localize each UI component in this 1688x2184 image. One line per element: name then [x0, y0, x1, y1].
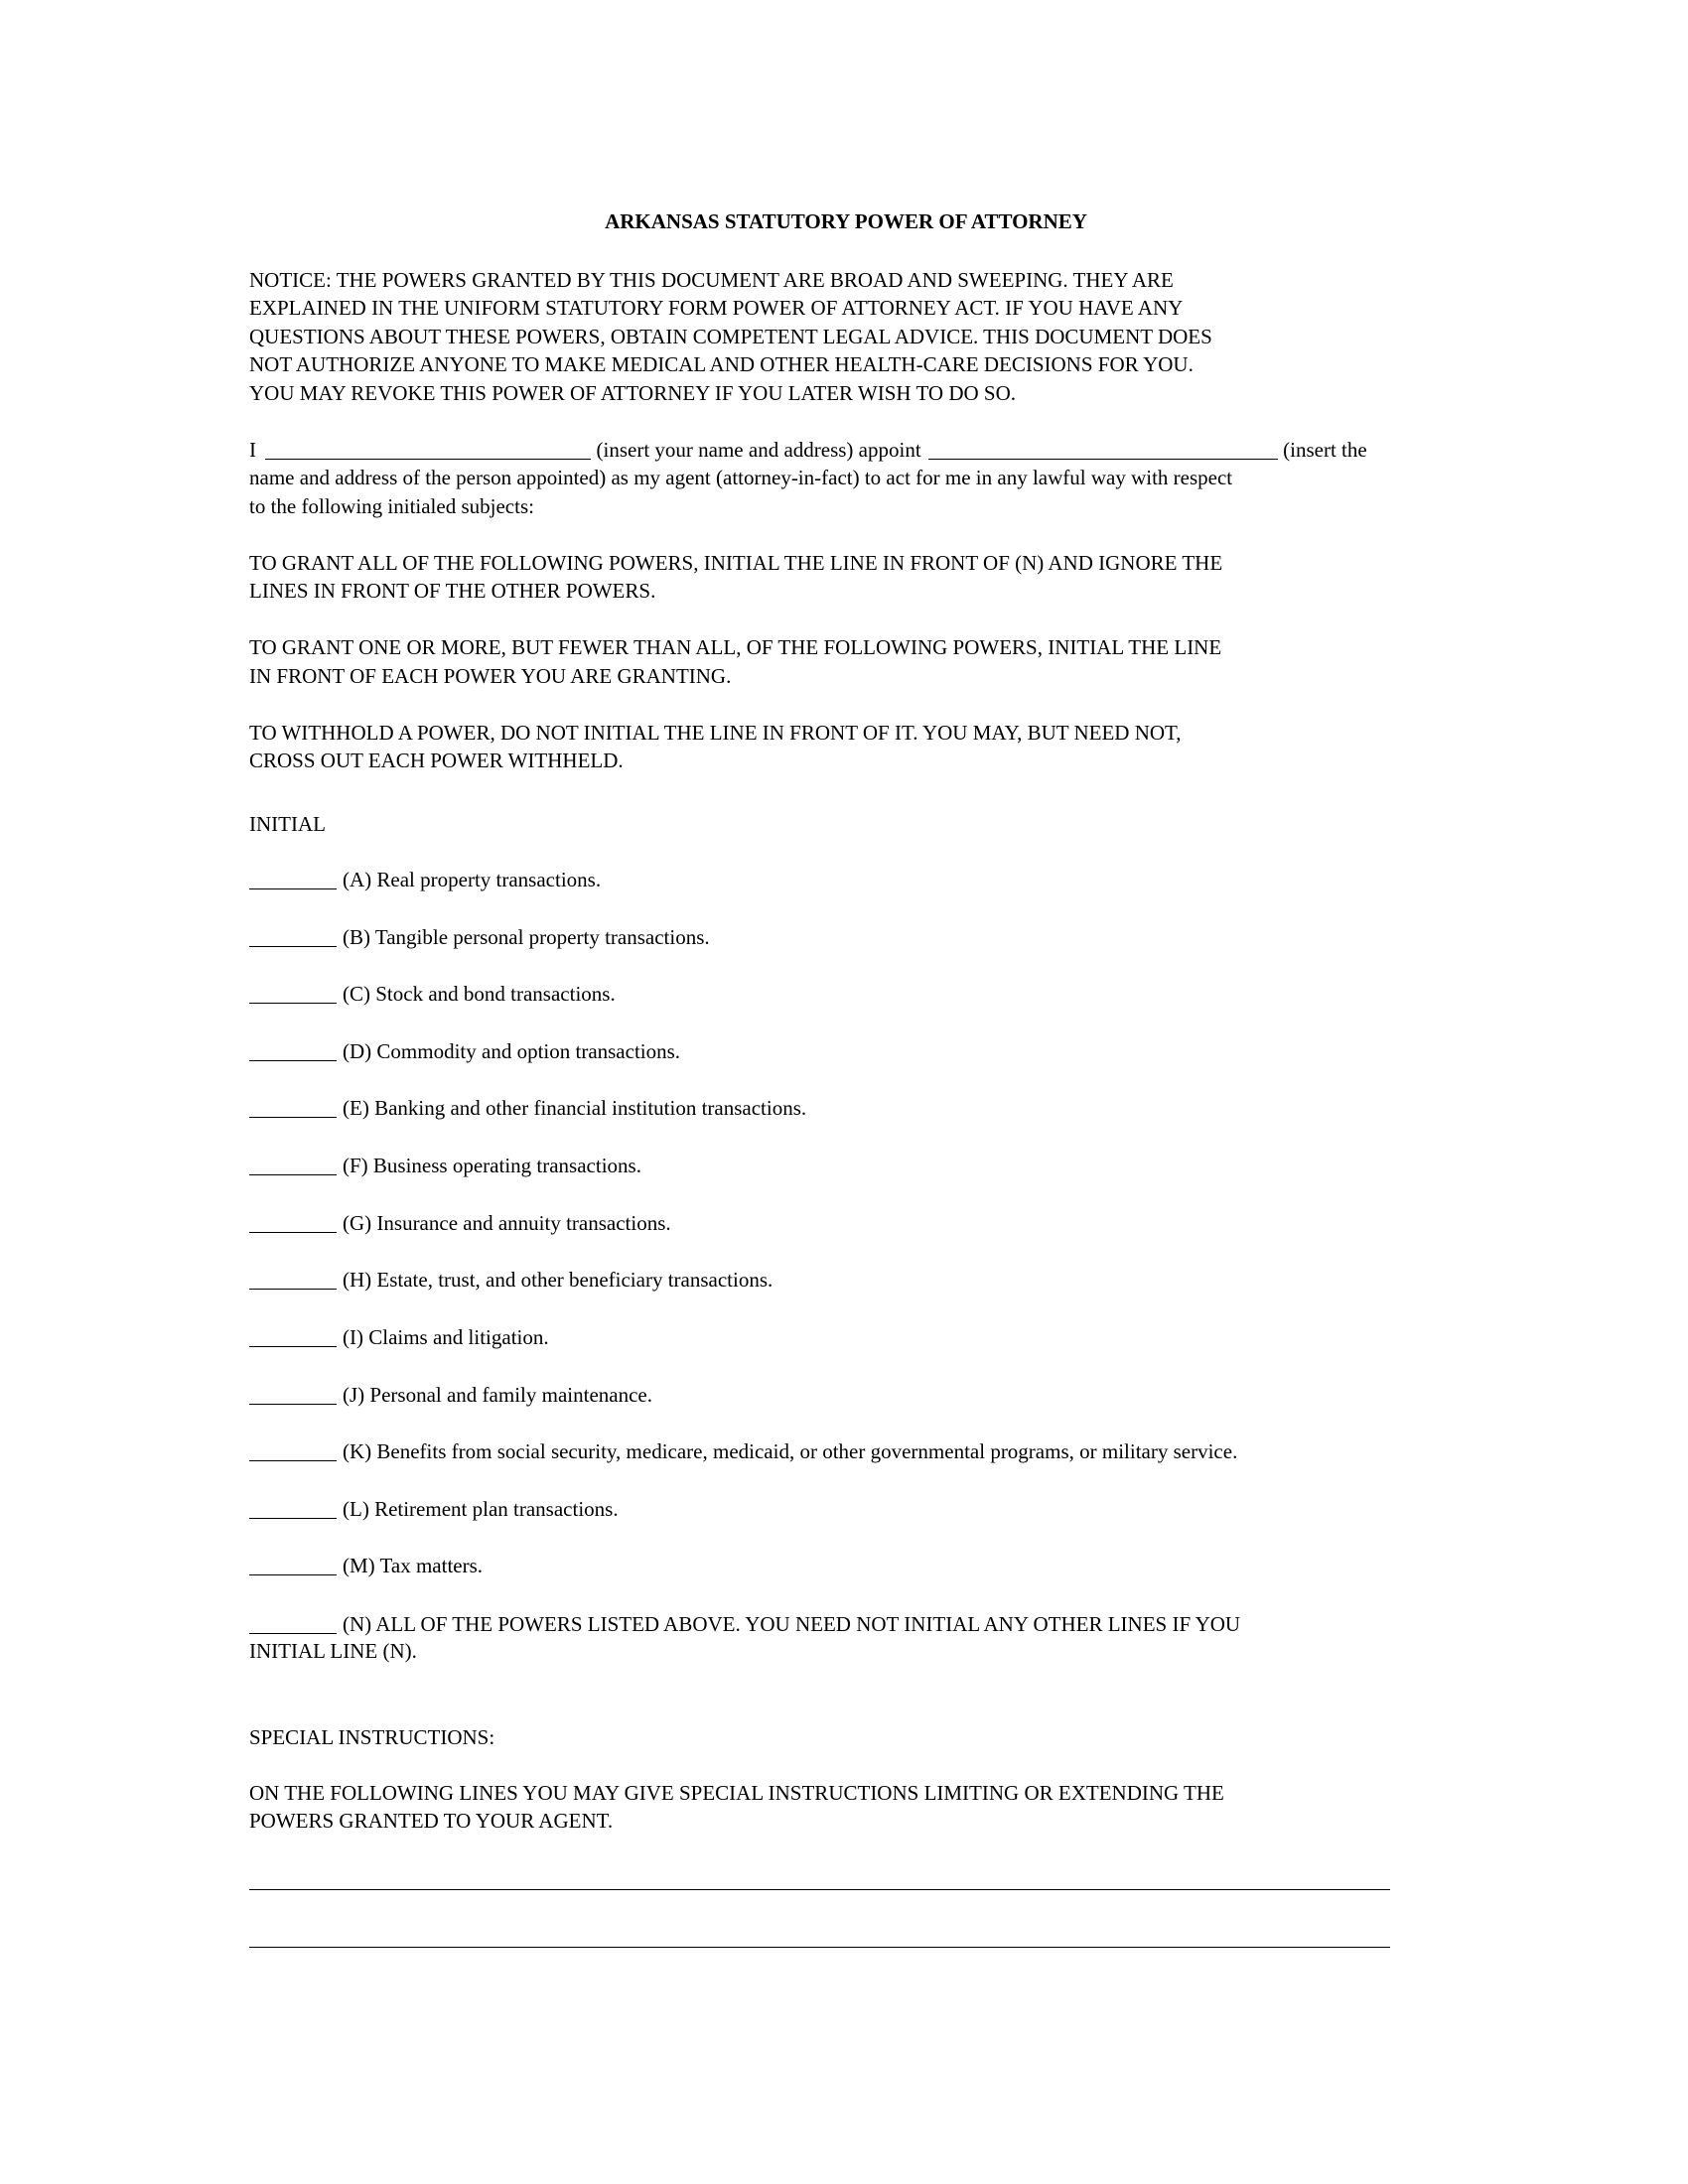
principal-name-field[interactable] [265, 441, 591, 460]
notice-line: EXPLAINED IN THE UNIFORM STATUTORY FORM POWER OF ATTORNEY ACT. IF YOU HAVE ANY [249, 296, 1184, 320]
power-label: (M) Tax matters. [343, 1554, 484, 1577]
initial-field[interactable] [249, 1099, 337, 1118]
power-item-g [249, 1209, 671, 1237]
power-label: (B) Tangible personal property transactions. [343, 925, 710, 949]
power-label: (L) Retirement plan transactions. [343, 1497, 619, 1521]
page-title: ARKANSAS STATUTORY POWER OF ATTORNEY [605, 209, 1087, 233]
instruction-line: CROSS OUT EACH POWER WITHHELD. [249, 749, 624, 772]
instruction-line: TO GRANT ONE OR MORE, BUT FEWER THAN ALL, OF THE FOLLOWING POWERS, INITIAL THE LINE [249, 635, 1222, 659]
initial-field[interactable] [249, 1157, 337, 1175]
power-item-j [249, 1381, 652, 1409]
instruction-line: LINES IN FRONT OF THE OTHER POWERS. [249, 579, 656, 603]
agent-field-hint: (insert the [1283, 438, 1367, 462]
special-instructions-entry-line[interactable] [249, 1889, 1390, 1890]
appointment-line: name and address of the person appointed) as my agent (attorney-in-fact) to act for me in any lawful way with respect [249, 466, 1233, 489]
initial-field[interactable] [249, 1442, 337, 1461]
special-instructions-line: ON THE FOLLOWING LINES YOU MAY GIVE SPECIAL INSTRUCTIONS LIMITING OR EXTENDING THE [249, 1781, 1224, 1805]
initial-field[interactable] [249, 1500, 337, 1519]
power-label: (A) Real property transactions. [343, 868, 602, 891]
notice-line: NOT AUTHORIZE ANYONE TO MAKE MEDICAL AND OTHER HEALTH-CARE DECISIONS FOR YOU. [249, 352, 1194, 376]
initial-field[interactable] [249, 1214, 337, 1233]
power-label: (K) Benefits from social security, medicare, medicaid, or other governmental programs, or military service. [343, 1439, 1238, 1463]
initial-field[interactable] [249, 1557, 337, 1575]
power-label: (F) Business operating transactions. [343, 1154, 641, 1177]
initial-field[interactable] [249, 1615, 337, 1634]
power-item-n-continuation: INITIAL LINE (N). [249, 1639, 417, 1663]
initial-heading: INITIAL [249, 812, 326, 836]
power-item-m [249, 1552, 483, 1579]
power-item-i [249, 1323, 549, 1351]
notice-line: YOU MAY REVOKE THIS POWER OF ATTORNEY IF YOU LATER WISH TO DO SO. [249, 381, 1016, 405]
power-item-e [249, 1094, 806, 1122]
power-item-d [249, 1037, 680, 1065]
appointment-first-line [249, 436, 1367, 464]
power-item-a [249, 866, 601, 893]
instruction-line: TO GRANT ALL OF THE FOLLOWING POWERS, INITIAL THE LINE IN FRONT OF (N) AND IGNORE THE [249, 551, 1223, 575]
power-item-b [249, 923, 710, 951]
special-instructions-heading: SPECIAL INSTRUCTIONS: [249, 1725, 495, 1749]
power-item-f [249, 1152, 641, 1179]
power-label: (C) Stock and bond transactions. [343, 982, 616, 1006]
power-label: (E) Banking and other financial institution transactions. [343, 1096, 807, 1120]
initial-field[interactable] [249, 1386, 337, 1405]
power-label: (N) ALL OF THE POWERS LISTED ABOVE. YOU NEED NOT INITIAL ANY OTHER LINES IF YOU [343, 1612, 1241, 1636]
agent-name-field[interactable] [928, 441, 1278, 460]
power-label: (D) Commodity and option transactions. [343, 1039, 681, 1063]
power-item-c [249, 980, 616, 1008]
initial-field[interactable] [249, 1042, 337, 1061]
initial-field[interactable] [249, 928, 337, 947]
initial-field[interactable] [249, 985, 337, 1004]
instruction-line: IN FRONT OF EACH POWER YOU ARE GRANTING. [249, 664, 732, 688]
initial-field[interactable] [249, 1271, 337, 1290]
principal-field-hint: (insert your name and address) appoint [596, 438, 921, 462]
appointment-line: to the following initialed subjects: [249, 494, 534, 518]
special-instructions-entry-line[interactable] [249, 1947, 1390, 1948]
power-label: (H) Estate, trust, and other beneficiary transactions. [343, 1268, 774, 1292]
power-item-k [249, 1437, 1237, 1465]
notice-line: QUESTIONS ABOUT THESE POWERS, OBTAIN COMPETENT LEGAL ADVICE. THIS DOCUMENT DOES [249, 325, 1212, 348]
notice-line: NOTICE: THE POWERS GRANTED BY THIS DOCUMENT ARE BROAD AND SWEEPING. THEY ARE [249, 268, 1174, 292]
power-label: (I) Claims and litigation. [343, 1325, 549, 1349]
power-label: (G) Insurance and annuity transactions. [343, 1211, 671, 1235]
power-item-h [249, 1266, 773, 1294]
instruction-line: TO WITHHOLD A POWER, DO NOT INITIAL THE LINE IN FRONT OF IT. YOU MAY, BUT NEED NOT, [249, 721, 1182, 745]
power-item-l [249, 1495, 619, 1523]
power-label: (J) Personal and family maintenance. [343, 1383, 652, 1407]
special-instructions-line: POWERS GRANTED TO YOUR AGENT. [249, 1809, 614, 1833]
power-item-n [249, 1610, 1240, 1638]
initial-field[interactable] [249, 1328, 337, 1347]
initial-field[interactable] [249, 871, 337, 889]
appointment-prefix: I [249, 438, 256, 462]
